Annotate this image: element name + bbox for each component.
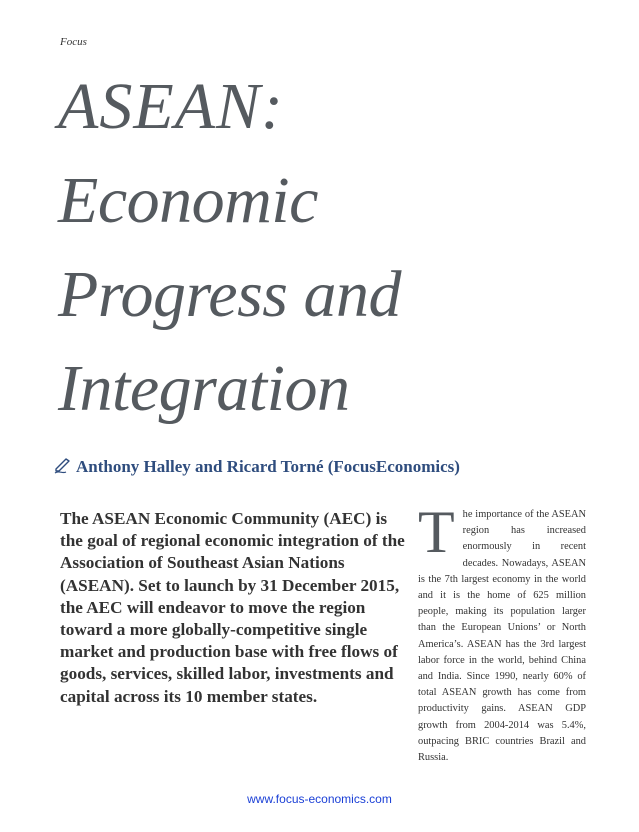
body-text: he importance of the ASEAN region has increased enormously in recent decades. Nowadays, ASEAN is the 7th largest economy in the world and it is the home of 625 million people, making its population larger than the European Unions’ or North America’s. ASEAN has the 3rd largest labor force in the world, behind China and India. Since 1990, nearly 60% of total ASEAN growth has come from productivity gains. ASEAN GDP growth from 2004-2014 was 5.4%, outpacing BRIC countries Brazil and Russia. [418, 509, 586, 764]
title-line-3: Progress and [58, 258, 401, 331]
article-title [58, 60, 401, 436]
byline-authors: Anthony Halley and Ricard Torné (FocusEconomics) [76, 457, 460, 476]
title-line-4: Integration [58, 352, 350, 425]
body-column [418, 499, 586, 766]
pen-writing-icon [54, 458, 72, 474]
byline [54, 457, 460, 477]
title-line-2: Economic [58, 164, 318, 237]
lead-paragraph: The ASEAN Economic Community (AEC) is the goal of regional economic integration of the Association of Southeast Asian Nations (ASEAN). Set to launch by 31 December 2015, the AEC will endeavor to move the region toward a more globally-competitive single market and production base with free flows of goods, services, skilled labor, investments and capital across its 10 member states. [60, 509, 405, 706]
footer-website-link[interactable]: www.focus-economics.com [247, 792, 392, 806]
title-line-1: ASEAN: [58, 70, 284, 143]
section-label: Focus [60, 36, 87, 48]
drop-cap: T [418, 499, 455, 565]
